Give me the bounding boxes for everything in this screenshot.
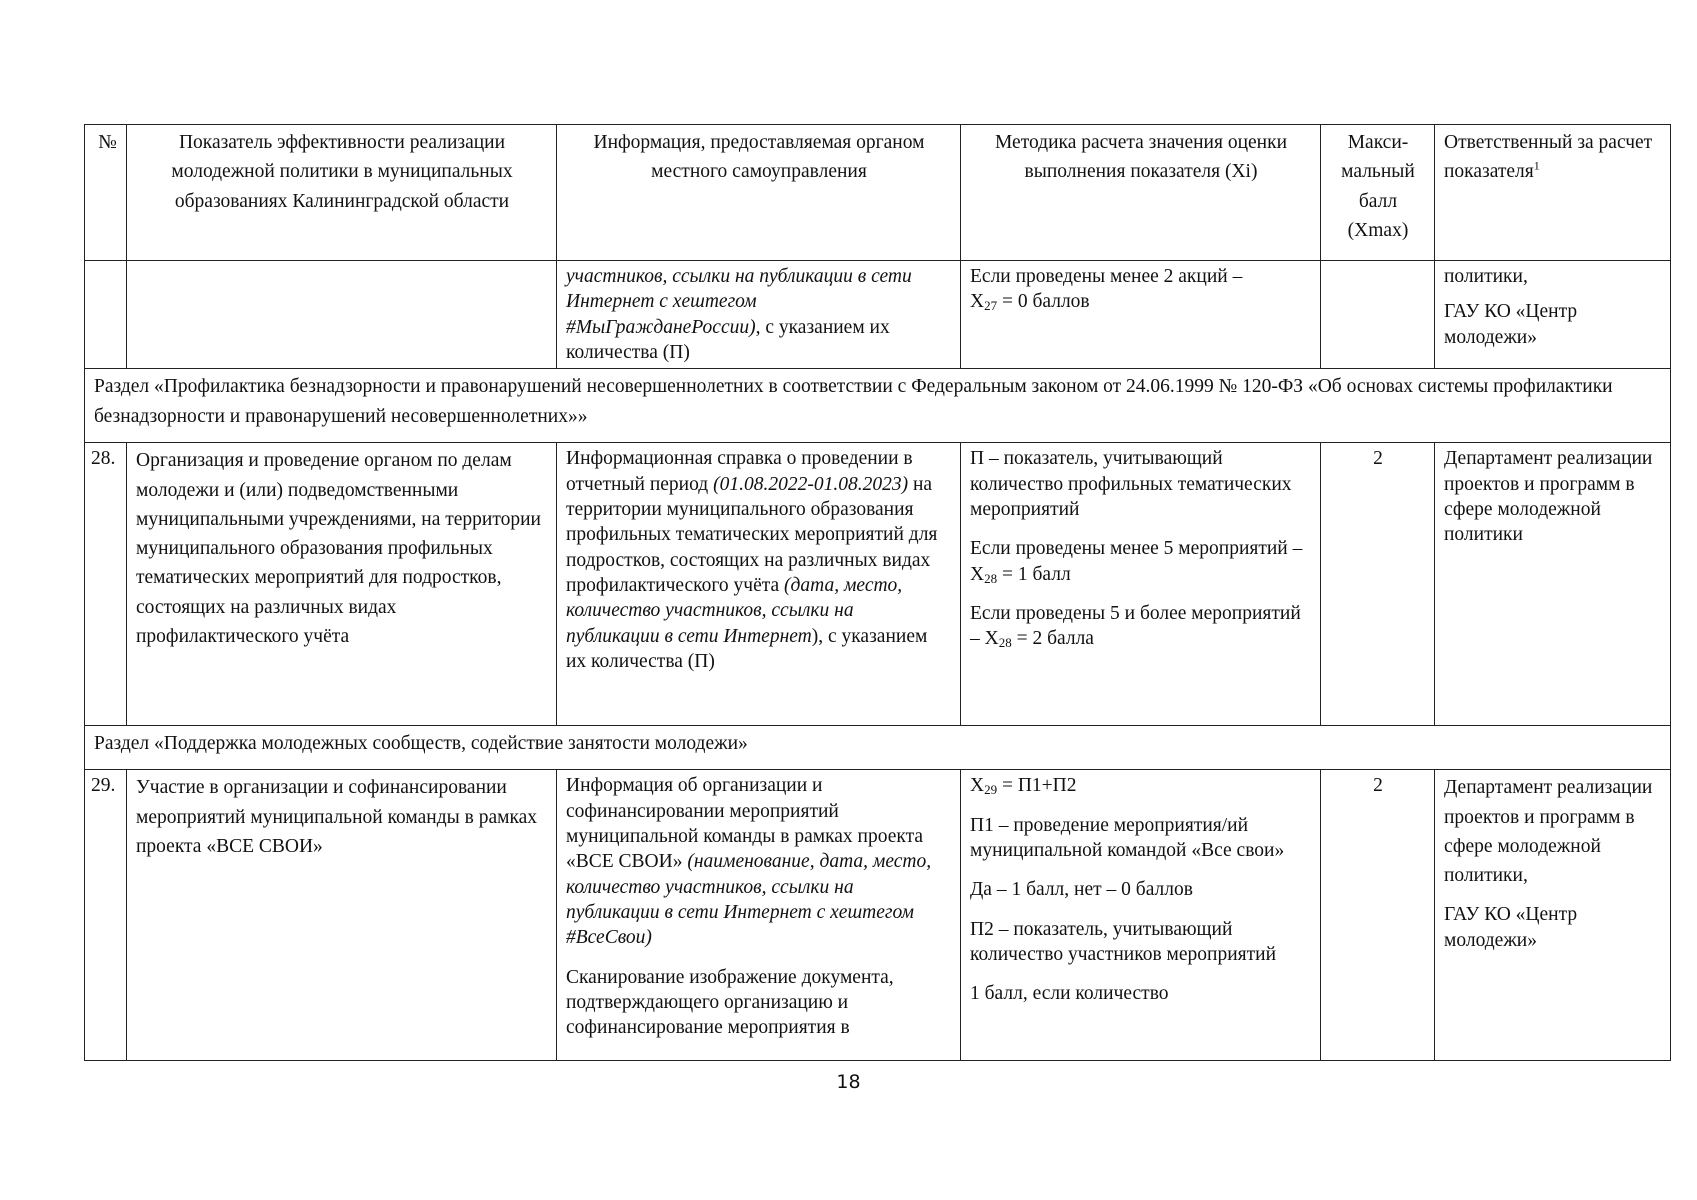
info-text: Информационная справка о проведении в отчетный период [566, 448, 913, 495]
method-sub: 28 [998, 635, 1012, 651]
table-row-29 [85, 770, 1671, 1061]
info-text: ), с указанием их количества (П) [566, 625, 928, 673]
info-italic: (дата, место, количество участников, ссылки на публикации в сети Интернет [566, 575, 903, 647]
header-responsible-text: Ответственный за расчет показателя [1444, 132, 1653, 183]
cell-num [85, 261, 127, 369]
method-paragraph: П1 – проведение мероприятия/ий муниципальной командой «Все свои» [970, 814, 1285, 862]
header-num: № [85, 125, 127, 261]
method-suffix: = 0 баллов [997, 291, 1090, 313]
section-row [85, 369, 1671, 443]
row-number: 29. [85, 770, 127, 1061]
table-row-28 [85, 443, 1671, 726]
method-formula [970, 773, 1312, 798]
method-paragraph [970, 536, 1312, 587]
cell-indicator [127, 261, 557, 369]
page-number: 18 [836, 1071, 861, 1093]
header-info: Информация, предоставляемая органом местного самоуправления [557, 125, 961, 261]
cell-max [1321, 261, 1435, 369]
responsible-line-2: ГАУ КО «Центр молодежи» [1444, 301, 1578, 348]
cell-indicator: Участие в организации и софинансировании мероприятий муниципальной команды в рамках проекта «ВСЕ СВОИ» [127, 770, 557, 1061]
header-responsible [1435, 125, 1671, 261]
cell-max: 2 [1321, 770, 1435, 1061]
info-italic: (наименование, дата, место, количество участников, ссылки на публикации в сети Интернет с хештегом #ВсеСвои) [566, 851, 932, 949]
info-text: Информация об организации и софинансировании мероприятий муниципальной команды в рамках проекта «ВСЕ СВОИ» [566, 775, 924, 873]
cell-max: 2 [1321, 443, 1435, 726]
cell-method [961, 443, 1321, 726]
table-row-continuation [85, 261, 1671, 369]
cell-indicator: Организация и проведение органом по делам молодежи и (или) подведомственными муниципальными учреждениями, на территории муниципального образования профильных тематических мероприятий для подростков, состоящих на различных видах профилактического учёта [127, 443, 557, 726]
method-suffix: = 2 балла [1011, 628, 1094, 650]
method-var: X [970, 563, 985, 585]
info-italic: (01.08.2022-01.08.2023) [713, 473, 909, 495]
info-paragraph [566, 773, 952, 950]
method-paragraph: П2 – показатель, учитывающий количество участников мероприятий [970, 918, 1277, 966]
indicators-table [84, 124, 1671, 1061]
method-var: X [970, 775, 985, 797]
section-title: Раздел «Профилактика безнадзорности и правонарушений несовершеннолетних в соответствии с Федеральным законом от 24.06.1999 № 120-ФЗ «Об основах системы профилактики безнадзорности и правонарушений несовершеннолетних»» [85, 369, 1671, 443]
header-row [85, 125, 1671, 261]
cell-responsible [1435, 261, 1671, 369]
row-number: 28. [85, 443, 127, 726]
cell-info [557, 443, 961, 726]
responsible-line-2: ГАУ КО «Центр молодежи» [1444, 904, 1578, 951]
info-paragraph: Сканирование изображение документа, подтверждающего организацию и софинансирование мероприятия в [566, 966, 894, 1039]
responsible-line-1: политики, [1444, 266, 1528, 287]
cell-method [961, 770, 1321, 1061]
footnote-mark: 1 [1533, 158, 1540, 173]
method-paragraph: Да – 1 балл, нет – 0 баллов [970, 879, 1193, 901]
method-sub: 28 [984, 570, 998, 586]
info-text: на территории муниципального образования профильных тематических мероприятий для подростков, состоящих на различных видах профилактического учёта [566, 473, 938, 597]
method-suffix: = П1+П2 [997, 775, 1077, 797]
header-max: Макси-мальный балл (Xmax) [1321, 125, 1435, 261]
cell-info [557, 770, 961, 1061]
method-paragraph: П – показатель, учитывающий количество профильных тематических мероприятий [970, 448, 1292, 521]
method-paragraph: 1 балл, если количество [970, 983, 1169, 1005]
responsible-line-1: Департамент реализации проектов и программ в сфере молодежной политики, [1444, 777, 1653, 887]
method-suffix: = 1 балл [997, 563, 1071, 585]
info-text: , с указанием их количества (П) [566, 316, 890, 364]
cell-responsible: Департамент реализации проектов и программ в сфере молодежной политики [1435, 443, 1671, 726]
section-row [85, 726, 1671, 770]
method-sub: 27 [984, 298, 998, 314]
cell-info [557, 261, 961, 369]
cell-method [961, 261, 1321, 369]
method-text: Если проведены 5 и более мероприятий – [970, 603, 1301, 650]
header-method: Методика расчета значения оценки выполнения показателя (Xi) [961, 125, 1321, 261]
info-italic: участников, ссылки на публикации в сети Интернет с хештегом #МыГражданеРоссии) [566, 266, 912, 338]
method-text: Если проведены менее 2 акций – [970, 266, 1243, 287]
cell-responsible [1435, 770, 1671, 1061]
method-text: Если проведены менее 5 мероприятий – [970, 538, 1303, 560]
method-var: X [970, 291, 985, 313]
method-var: X [984, 628, 999, 650]
section-title: Раздел «Поддержка молодежных сообществ, содействие занятости молодежи» [85, 726, 1671, 770]
method-paragraph [970, 601, 1312, 652]
method-sub: 29 [984, 782, 998, 798]
header-indicator: Показатель эффективности реализации молодежной политики в муниципальных образованиях Калининградской области [127, 125, 557, 261]
